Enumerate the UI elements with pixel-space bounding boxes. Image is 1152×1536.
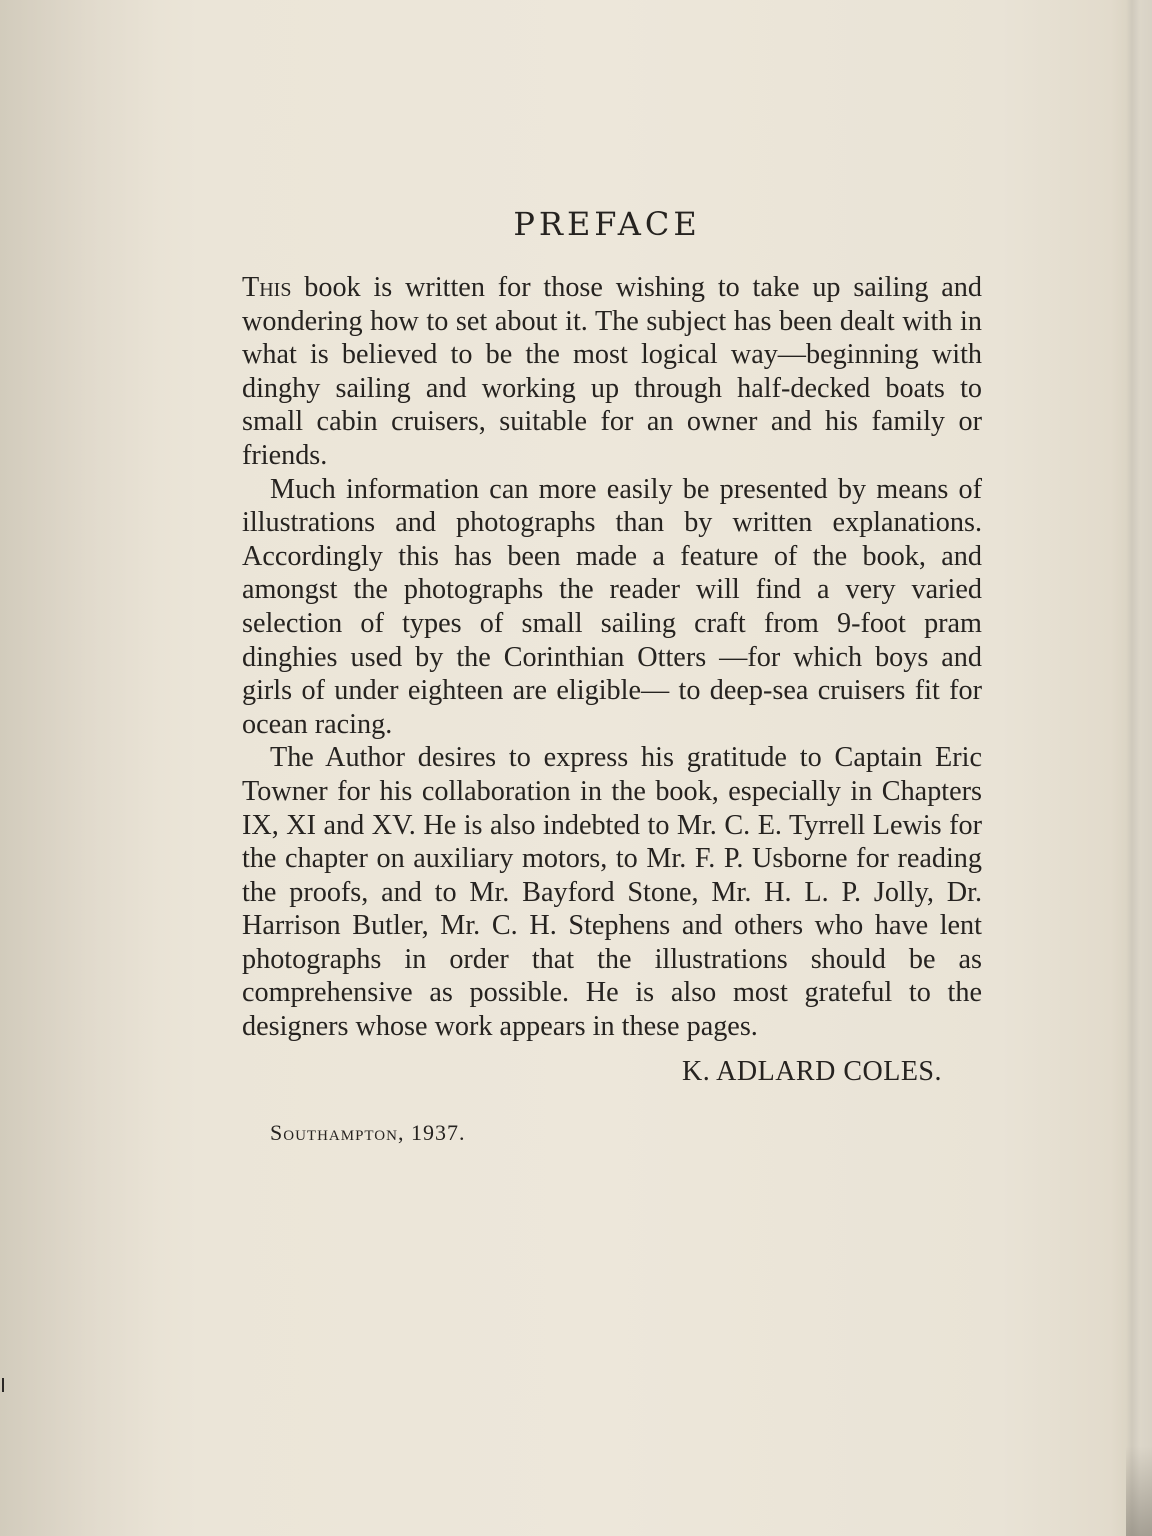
- paragraph-1-text: book is written for those wishing to take up sailing and wondering how to set about it. The subject has been dealt with in what is believed to be the most logical way—beginning with dinghy sailing and working up through half-decked boats to small cabin cruisers, suitable for an owner and his family or friends.: [242, 272, 982, 471]
- gutter-shadow: [0, 0, 160, 1536]
- page-speck: [2, 1378, 4, 1392]
- paragraph-1-lead-word: This: [242, 272, 292, 303]
- paragraph-1: [242, 271, 982, 473]
- page-title: PREFACE: [513, 205, 701, 243]
- preface-text-block: [242, 205, 982, 1146]
- paragraph-2: Much information can more easily be presented by means of illustrations and photographs than by written explanations. Accordingly this has been made a feature of the book, and amongst the photographs the reader will find a very varied selection of types of small sailing craft from 9-foot pram dinghies used by the Corinthian Otters —for which boys and girls of under eighteen are eligible— to deep-sea cruisers fit for ocean racing.: [242, 473, 982, 740]
- page-edge-shadow: [1126, 1446, 1152, 1536]
- paragraph-3: The Author desires to express his gratitude to Captain Eric Towner for his collaboration in the book, especially in Chapters IX, XI and XV. He is also indebted to Mr. C. E. Tyrrell Lewis for the chapter on auxiliary motors, to Mr. F. P. Usborne for reading the proofs, and to Mr. Bayford Stone, Mr. H. L. P. Jolly, Dr. Harrison Butler, Mr. C. H. Stephens and others who have lent photographs in order that the illustrations should be as comprehensive as possible. He is also most grateful to the designers whose work appears in these pages.: [242, 742, 982, 1043]
- place-and-date: Southampton, 1937.: [270, 1119, 466, 1145]
- author-signature: K. ADLARD COLES.: [681, 1055, 942, 1087]
